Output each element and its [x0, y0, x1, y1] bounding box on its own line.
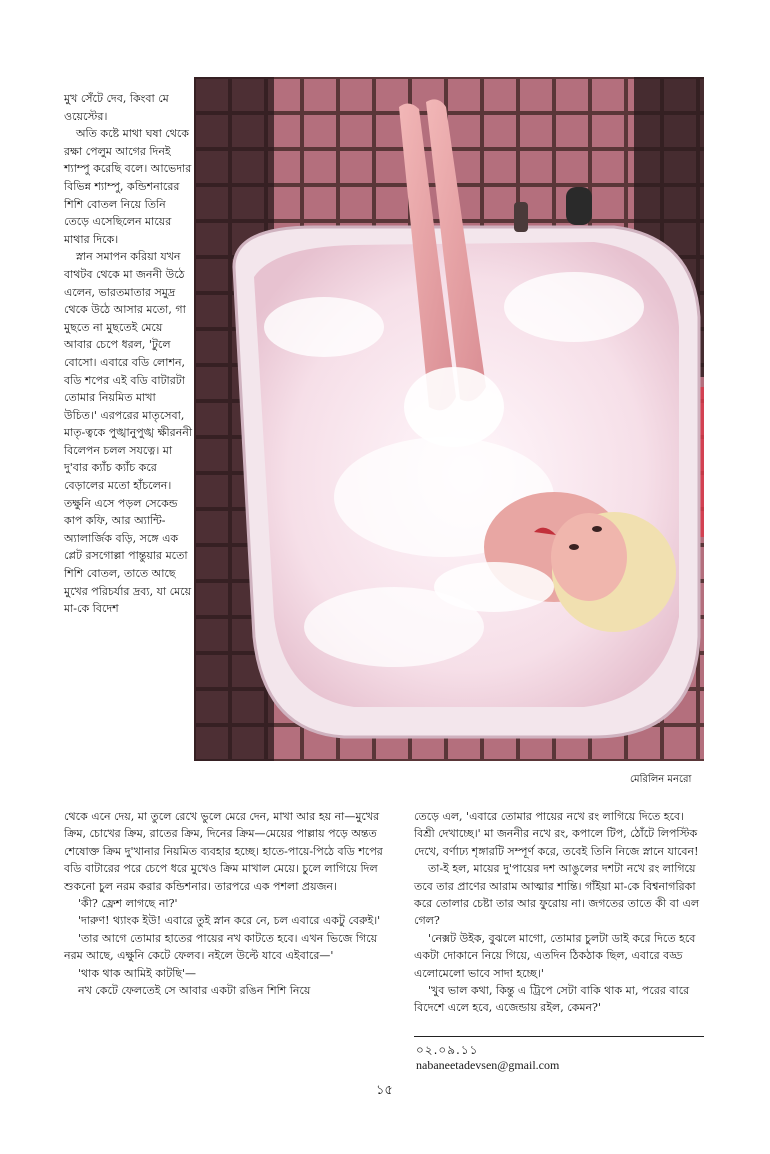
paragraph: 'কী? ফ্রেশ লাগছে না?' [78, 897, 178, 911]
paragraph: তেড়ে এল, 'এবারে তোমার পায়ের নখে রং লাগিয়ে দিতে হবে। বিশ্রী দেখাচ্ছে।' মা জননীর নখে রং, কপালে টিপ, ঠোঁটে লিপস্টিক দেখে, বর্ণাঢ্য শৃঙ্গারটি সম্পূর্ণ করে, তবেই তিনি নিজে স্নানে যাবেন! [414, 810, 699, 858]
signature-divider [414, 1036, 704, 1037]
article-date: ০২.০৯.১১ [416, 1043, 479, 1057]
narrow-text-column [64, 90, 192, 618]
paragraph: তা-ই হল, মায়ের দু'পায়ের দশ আঙুলের দশটা নখে রং লাগিয়ে তবে তার প্রাণের আরাম আত্মার শান্তি। গাঁইয়া মা-কে বিশ্বনাগরিকা করে তোলার চেষ্টা তার আর ফুরোয় না। জগতের তাতে কী বা এল গেল? [414, 862, 700, 928]
paragraph: মুখ সেঁটে দেব, কিংবা মে ওয়েস্টের। [64, 92, 169, 123]
left-text-column [64, 808, 394, 999]
paragraph: 'দারুণ! থ্যাংক ইউ! এবারে তুই স্নান করে নে, চল এবারে একটু বেরুই।' [78, 914, 381, 928]
page-number: ১৫ [376, 1083, 393, 1098]
paragraph: অতি কষ্টে মাথা ঘষা থেকে রক্ষা পেলুম আগের দিনই শ্যাম্পু করেছি বলে। আভেদার বিভিন্ন শ্যাম্পু, কন্ডিশনারের শিশি বোতল নিয়ে তিনি তেড়ে এসেছিলেন মায়ের মাথার দিকে। [64, 127, 192, 246]
paragraph: থেকে এনে দেয়, মা তুলে রেখে ভুলে মেরে দেন, মাখা আর হয় না—মুখের ক্রিম, চোখের ক্রিম, রাতের ক্রিম, দিনের ক্রিম—মেয়ের পাল্লায় পড়ে অন্তত শেষোক্ত ক্রিম দু'খানার নিয়মিত ব্যবহার হচ্ছে। হাতে-পায়ে-পিঠে বডি শপের বডি বাটারের পরে চেপে ধরে মুখেও ক্রিম মাখাল মেয়ে। চুলে লাগিয়ে দিল শুকনো চুল নরম করার কন্ডিশনার। তারপরে এক পশলা প্রয়জন। [64, 810, 383, 893]
paragraph: 'থাক থাক আমিই কাটছি'— [78, 966, 197, 980]
right-text-column [414, 808, 706, 1017]
paragraph: নখ কেটে ফেলতেই সে আবার একটা রঙিন শিশি নিয়ে [78, 984, 311, 998]
bathtub-photo [194, 77, 704, 761]
paragraph: স্নান সমাপন করিয়া যখন বাথটব থেকে মা জননী উঠে এলেন, ভারতমাতার সমুদ্র থেকে উঠে আসার মতো, গা মুছতে না মুছতেই মেয়ে আবার চেপে ধরল, 'টুলে বোসো। এবারে বডি লোশন, বডি শপের এই বডি বাটারটা তোমার নিয়মিত মাখা উচিত।' এরপরের মাতৃসেবা, মাতৃ-ত্বকে পুঙ্খানুপুঙ্খ ক্ষীরননী বিলেপন চলল সযত্নে। মা দু'বার ক্যাঁচ ক্যাঁচ করে বেড়ালের মতো হাঁচলেন। তক্ষুনি এসে পড়ল সেকেন্ড কাপ কফি, আর অ্যান্টি-অ্যালার্জিক বড়ি, সঙ্গে এক প্লেট রসগোল্লা পান্তুয়ার মতো শিশি বোতল, তাতে আছে মুখের পরিচর্যার দ্রব্য, যা মেয়ে মা-কে বিদেশ [64, 250, 192, 616]
paragraph: 'খুব ভাল কথা, কিন্তু এ ট্রিপে সেটা বাকি থাক মা, পরের বারে বিদেশে এলে হবে, এজেন্ডায় রইল, কেমন?' [414, 984, 690, 1015]
paragraph: 'তার আগে তোমার হাতের পায়ের নখ কাটতে হবে। এখন ভিজে গিয়ে নরম আছে, এক্ষুনি কেটে ফেলব। নইলে উল্টে যাবে এইবারে—' [64, 931, 378, 963]
paragraph: 'নেক্সট উইক, বুঝলে মাগো, তোমার চুলটা ডাই করে দিতে হবে একটা দোকানে নিয়ে গিয়ে, এতদিন ঠিকঠাক ছিল, এবারে বড্ড এলোমেলো ভাবে সাদা হচ্ছে।' [414, 931, 696, 980]
photo-caption: মেরিলিন মনরো [630, 774, 692, 785]
author-email: nabaneetadevsen@gmail.com [416, 1058, 560, 1072]
